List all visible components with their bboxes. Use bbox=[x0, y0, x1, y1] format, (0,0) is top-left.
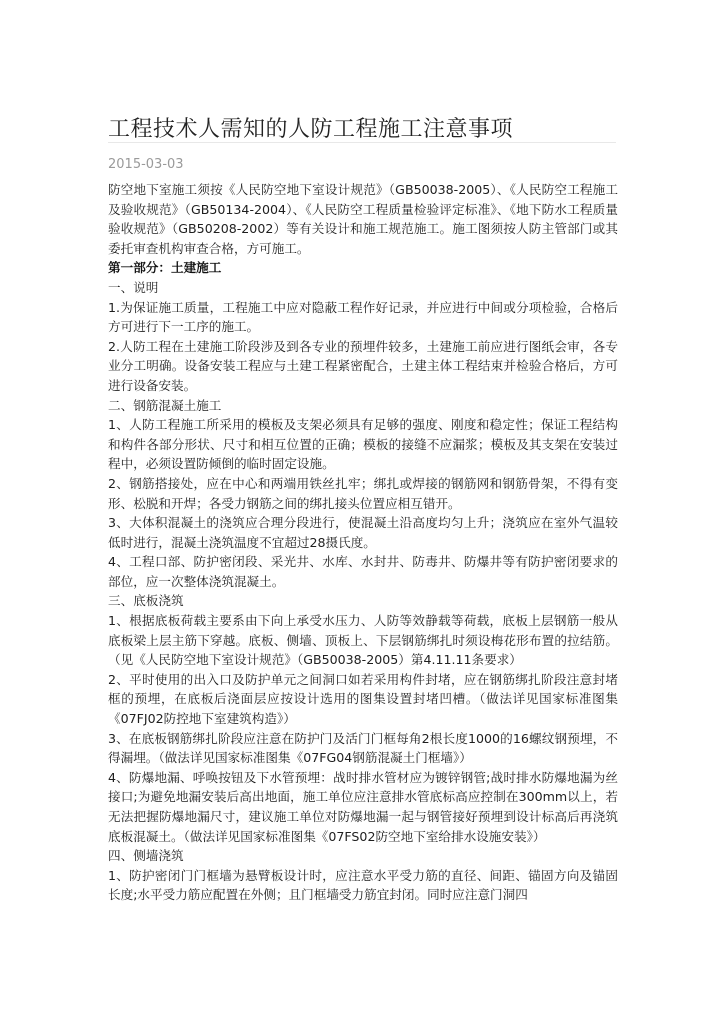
paragraph: 1、根据底板荷载主要系由下向上承受水压力、人防等效静载等荷载，底板上层钢筋一般从底板梁上层主筋下穿越。底板、侧墙、顶板上、下层钢筋绑扎时须设梅花形布置的拉结筋。（见《人民防空地下室设计规范》（GB50038-2005）第4.11.11条要求） bbox=[108, 613, 618, 668]
section-heading: 第一部分：土建施工 bbox=[108, 260, 222, 276]
paragraph: 1、防护密闭门门框墙为悬臂板设计时，应注意水平受力筋的直径、间距、锚固方向及锚固长度;水平受力筋应配置在外侧；且门框墙受力筋宜封闭。同时应注意门洞四 bbox=[108, 867, 618, 903]
article-title: 工程技术人需知的人防工程施工注意事项 bbox=[108, 116, 514, 142]
paragraph: 3、在底板钢筋绑扎阶段应注意在防护门及活门门框每角2根长度1000的16螺纹钢预埋，不得漏埋。（做法详见国家标准图集《07FG04钢筋混凝土门框墙》） bbox=[108, 730, 618, 766]
subsection-heading: 二、钢筋混凝土施工 bbox=[108, 397, 222, 413]
article-date: 2015-03-03 bbox=[108, 157, 184, 172]
title-divider bbox=[108, 142, 616, 143]
paragraph: 2、钢筋搭接处，应在中心和两端用铁丝扎牢；绑扎或焊接的钢筋网和钢筋骨架，不得有变形、松脱和开焊；各受力钢筋之间的绑扎接头位置应相互错开。 bbox=[108, 475, 618, 511]
paragraph: 2、平时使用的出入口及防护单元之间洞口如若采用构件封堵，应在钢筋绑扎阶段注意封堵框的预埋，在底板后浇面层应按设计选用的图集设置封堵凹槽。（做法详见国家标准图集《07FJ02防控地下室建筑构造》） bbox=[108, 671, 618, 727]
subsection-heading: 一、说明 bbox=[108, 279, 159, 295]
paragraph: 1、人防工程施工所采用的模板及支架必须具有足够的强度、刚度和稳定性；保证工程结构和构件各部分形状、尺寸和相互位置的正确；模板的接缝不应漏浆；模板及其支架在安装过程中，必须设置防倾倒的临时固定设施。 bbox=[108, 417, 618, 472]
paragraph: 3、大体积混凝土的浇筑应合理分段进行，使混凝土沿高度均匀上升；浇筑应在室外气温较低时进行，混凝土浇筑温度不宜超过28摄氏度。 bbox=[108, 515, 618, 550]
subsection-heading: 四、侧墙浇筑 bbox=[108, 848, 184, 864]
paragraph: 1.为保证施工质量，工程施工中应对隐蔽工程作好记录，并应进行中间或分项检验，合格后方可进行下一工序的施工。 bbox=[108, 299, 618, 335]
article-body bbox=[108, 180, 618, 905]
paragraph: 防空地下室施工须按《人民防空地下室设计规范》（GB50038-2005）、《人民防空工程施工及验收规范》（GB50134-2004）、《人民防空工程质量检验评定标准》、《地下防水工程质量验收规范》（GB50208-2002）等有关设计和施工规范施工。施工图须按人防主管部门或其委托审查机构审查合格，方可施工。 bbox=[108, 182, 618, 256]
paragraph: 4、防爆地漏、呼唤按钮及下水管预埋：战时排水管材应为镀锌钢管;战时排水防爆地漏为丝接口;为避免地漏安装后高出地面，施工单位应注意排水管底标高应控制在300mm以上，若无法把握防爆地漏尺寸，建议施工单位对防爆地漏一起与钢管接好预埋到设计标高后再浇筑底板混凝土。（做法详见国家标准图集《07FS02防空地下室给排水设施安装》） bbox=[108, 769, 618, 844]
subsection-heading: 三、底板浇筑 bbox=[108, 593, 184, 609]
paragraph: 4、工程口部、防护密闭段、采光井、水库、水封井、防毒井、防爆井等有防护密闭要求的部位，应一次整体浇筑混凝土。 bbox=[108, 554, 618, 589]
paragraph: 2.人防工程在土建施工阶段涉及到各专业的预埋件较多，土建施工前应进行图纸会审，各专业分工明确。设备安装工程应与土建工程紧密配合，土建主体工程结束并检验合格后，方可进行设备安装。 bbox=[108, 338, 618, 393]
